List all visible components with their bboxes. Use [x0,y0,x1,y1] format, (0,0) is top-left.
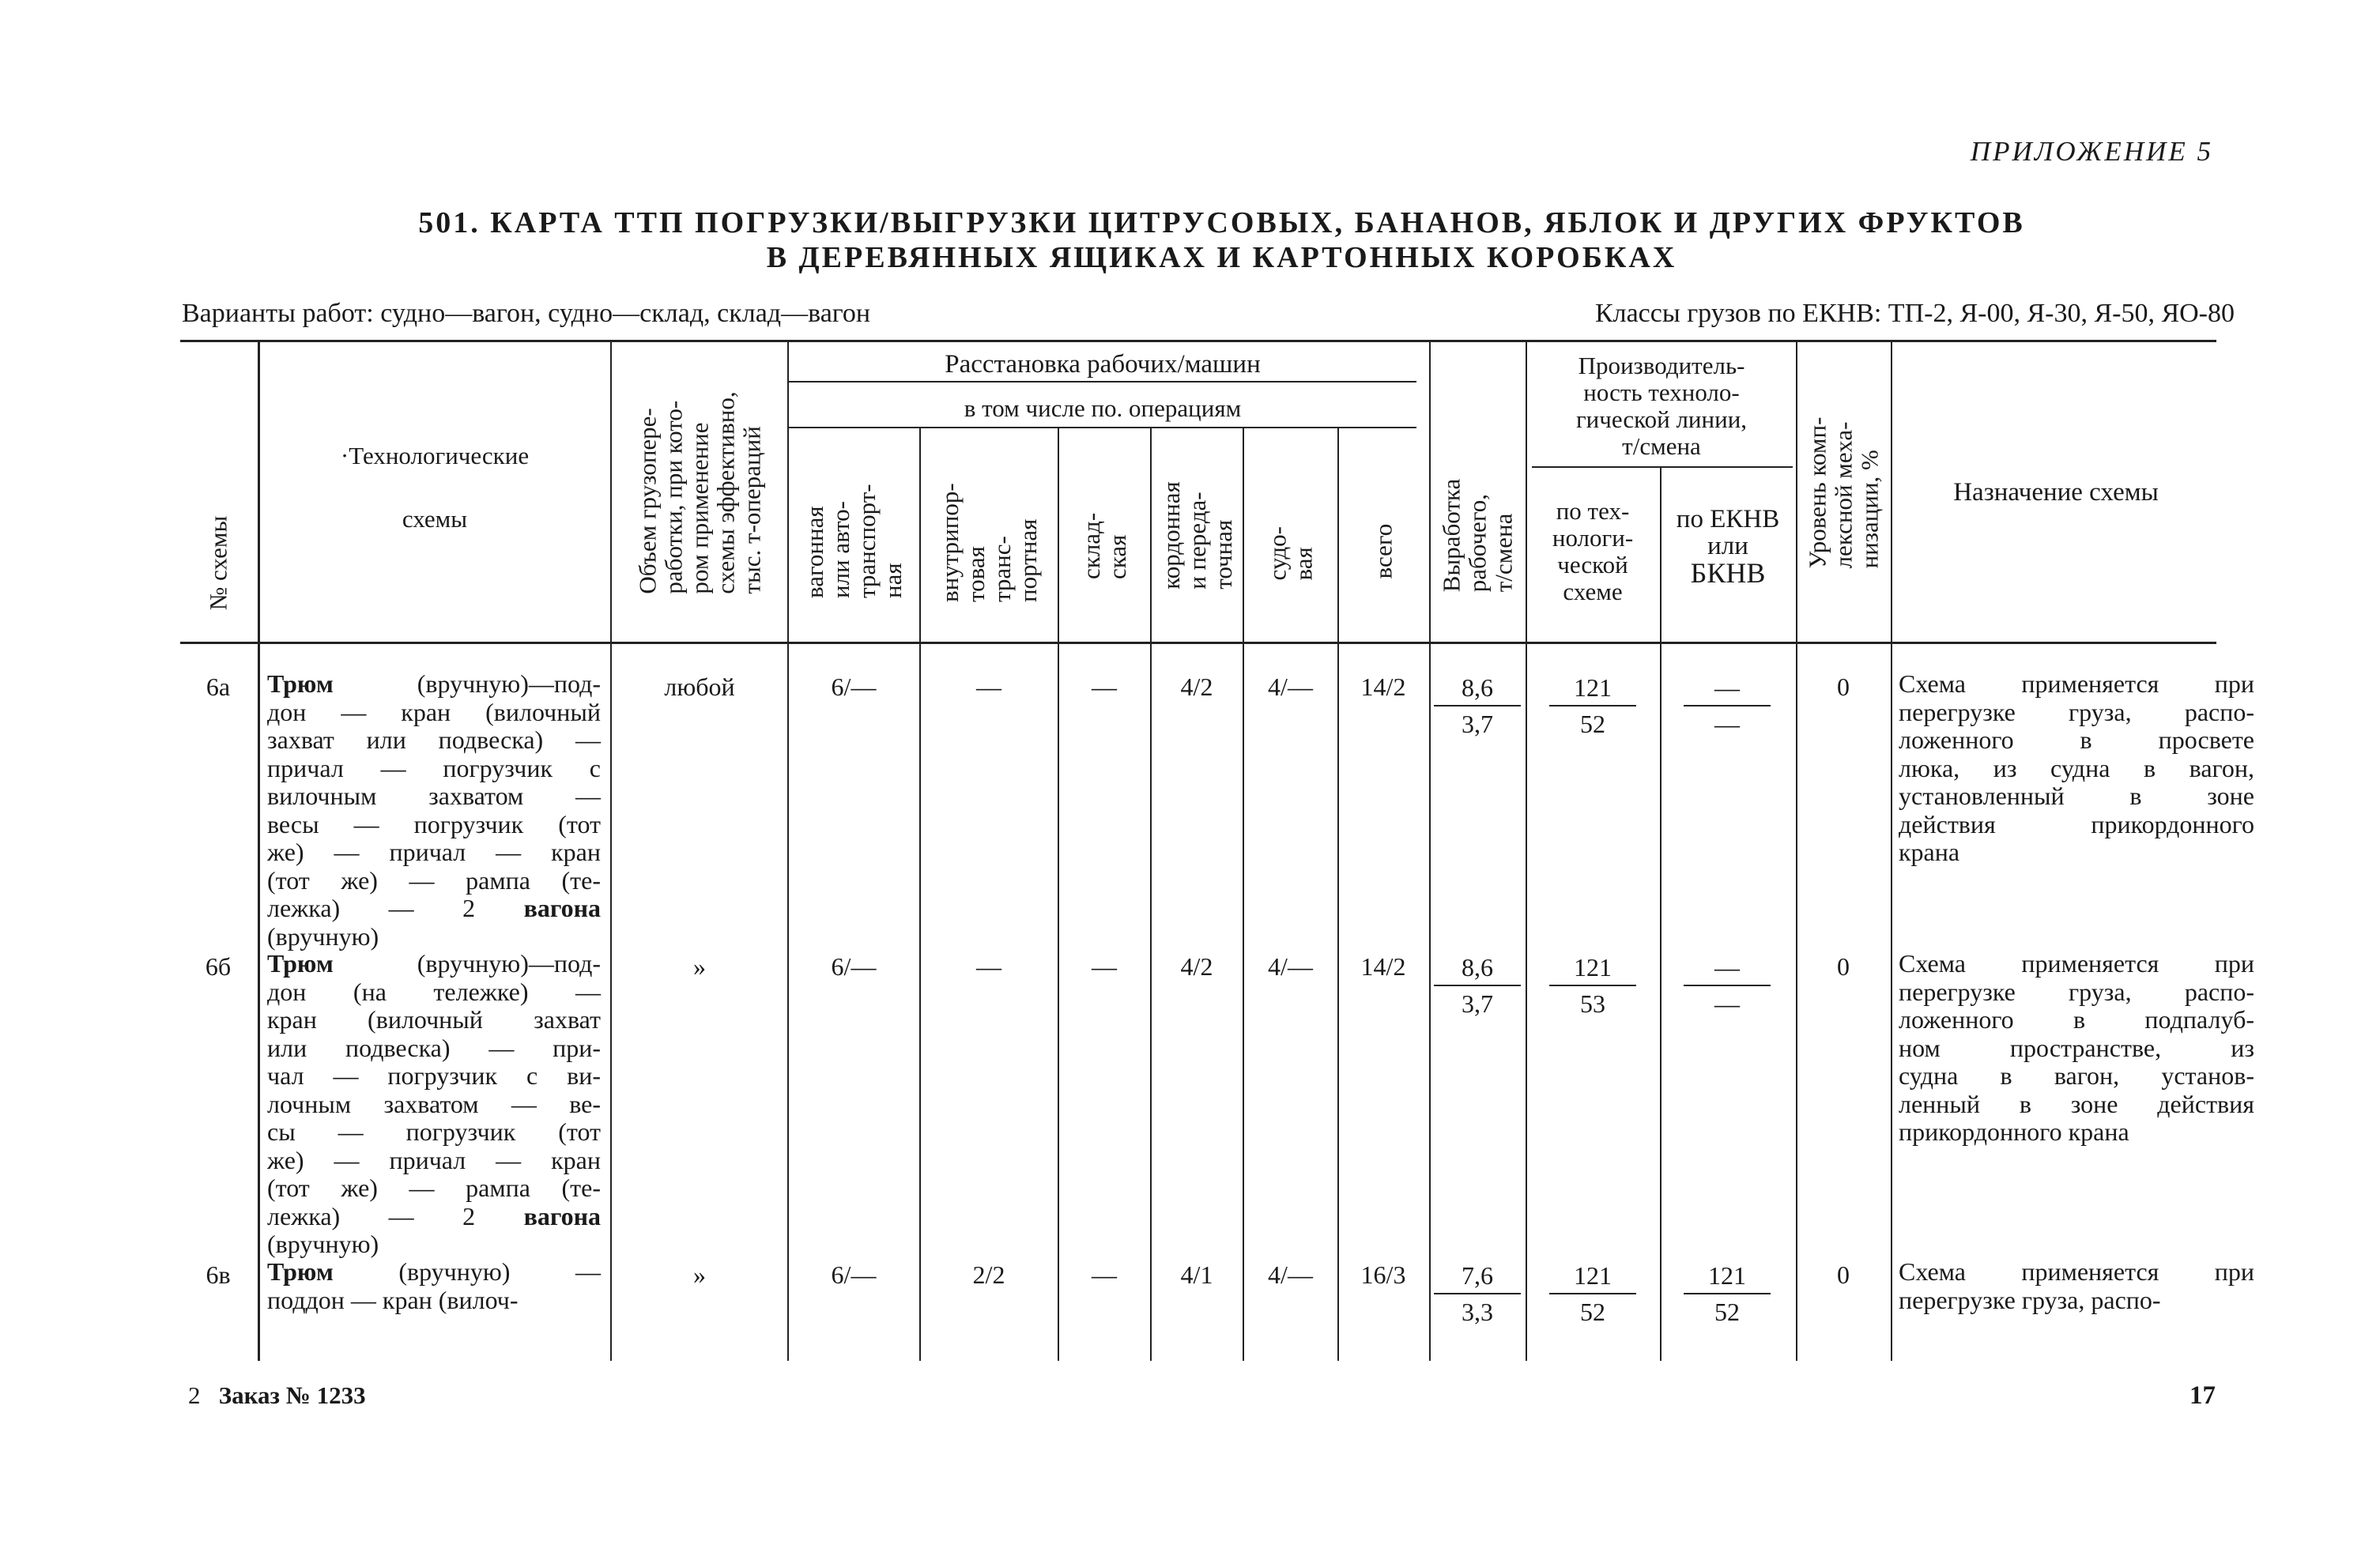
warehouse-value: — [1092,673,1117,701]
output-fraction: $\frac{8,6}{3,7}$ [1434,951,1521,1019]
col-header-total: всего [1369,523,1397,578]
col-header-tech-line2: схемы [402,505,468,533]
eknv-productivity-fraction: — — [1684,672,1771,740]
internal-value: — [976,952,1001,981]
mechanization-value: 0 [1837,952,1850,981]
wagon-value: 6/— [831,673,877,701]
scheme-text: Трюм (вручную) — поддон — кран (вилоч- [267,1257,601,1314]
eknv-productivity-fraction: $\frac{121}{52}$ [1684,1260,1771,1328]
col-divider [919,428,921,1361]
work-variants: Варианты работ: судно—вагон, судно—склад, склад—вагон [182,299,871,328]
col-header-tech-line1: ·Технологические [340,442,530,469]
col-divider [1429,341,1431,1361]
eknv-productivity-fraction: — — [1684,951,1771,1019]
footer-order: 2 Заказ № 1233 [188,1381,366,1409]
col-divider [1337,428,1339,1361]
col-header-output: Выработка рабочего, т/смена [1437,478,1518,592]
purpose-text: Схема применяется при перегрузке груза, распо- ложенного в просвете люка, из судна в вагон, установленный в зоне действия прикордонного крана [1899,669,2254,866]
productivity-rule [1532,466,1793,468]
output-fraction: $\frac{8,6}{3,7}$ [1434,672,1521,740]
col-divider [1526,341,1527,1361]
col-header-ship: судо- вая [1263,526,1318,581]
total-value: 16/3 [1360,1260,1406,1289]
col-header-by-scheme: по тех- нологи- ческой схеме [1552,497,1634,605]
volume-value: любой [664,673,735,701]
page-number: 17 [2190,1381,2216,1410]
row-number: 6б [205,952,232,981]
document-title-line1: 501. КАРТА ТТП ПОГРУЗКИ/ВЫГРУЗКИ ЦИТРУСОВЫХ, БАНАНОВ, ЯБЛОК И ДРУГИХ ФРУКТОВ [418,206,2025,239]
col-divider [787,341,789,1361]
col-header-number: № схемы [204,515,232,610]
wagon-value: 6/— [831,952,877,981]
internal-value: 2/2 [972,1260,1005,1289]
purpose-text: Схема применяется при перегрузке груза, распо- ложенного в подпалуб- ном пространстве, из судна в вагон, установ- ленный в зоне действия прикордонного крана [1899,949,2254,1146]
col-divider [610,341,612,1361]
ship-value: 4/— [1268,673,1313,701]
table-top-rule [180,340,2216,342]
col-header-mechanization: Уровень комп- лексной меха- низации, % [1803,416,1884,568]
col-header-placement: Расстановка рабочих/машин [945,350,1261,379]
warehouse-value: — [1092,1260,1117,1289]
col-header-placement-sub: в том числе по. операциям [964,394,1242,422]
col-header-purpose: Назначение схемы [1953,478,2159,507]
cordon-value: 4/2 [1180,952,1213,981]
internal-value: — [976,673,1001,701]
ship-value: 4/— [1268,952,1313,981]
purpose-text: Схема применяется при перегрузке груза, распо- [1899,1257,2254,1314]
total-value: 14/2 [1360,673,1406,701]
mechanization-value: 0 [1837,1260,1850,1289]
cargo-classes: Классы грузов по ЕКНВ: ТП-2, Я-00, Я-30, Я-50, ЯО-80 [1594,299,2235,328]
col-header-internal: внутрипор- товая транс- портная [936,483,1042,602]
appendix-label: ПРИЛОЖЕНИЕ 5 [1970,136,2213,167]
col-divider [1058,428,1059,1361]
col-header-wagon: вагонная или авто- транспорт- ная [801,484,907,598]
col-header-volume: Объем грузопере- работки, при кото- ром применение схемы эффективно, тыс. т-операций [633,390,766,594]
scheme-productivity-fraction: $\frac{121}{52}$ [1549,1260,1636,1328]
warehouse-value: — [1092,952,1117,981]
col-header-cordon: кордонная и переда- точная [1156,480,1237,590]
col-divider [1243,428,1244,1361]
cordon-value: 4/2 [1180,673,1213,701]
header-bottom-rule [180,642,2216,644]
cordon-value: 4/1 [1180,1260,1213,1289]
scheme-text: Трюм (вручную)—под- дон (на тележке) — кран (вилочный захват или подвеска) — при- чал — погрузчик с ви- лочным захватом — ве- сы — погрузчик (тот же) — причал — кран (тот же) — рампа (те- лежка) — 2 вагона (вручную) [267,949,602,1258]
wagon-value: 6/— [831,1260,877,1289]
volume-value: » [693,1260,706,1289]
placement-rule [789,381,1416,382]
output-fraction: $\frac{7,6}{3,3}$ [1434,1260,1521,1328]
col-divider [1150,428,1152,1361]
col-divider [1660,468,1661,1361]
ship-value: 4/— [1268,1260,1313,1289]
mechanization-value: 0 [1837,673,1850,701]
volume-value: » [693,952,706,981]
col-header-by-eknv: по ЕКНВ или БКНВ [1676,505,1780,589]
scheme-productivity-fraction: $\frac{121}{52}$ [1549,672,1636,740]
col-divider [258,341,260,1361]
scheme-productivity-fraction: $\frac{121}{53}$ [1549,951,1636,1019]
document-title-line2: В ДЕРЕВЯННЫХ ЯЩИКАХ И КАРТОННЫХ КОРОБКАХ [766,241,1677,274]
scheme-text: Трюм (вручную)—под- дон — кран (вилочный захват или подвеска) — причал — погрузчик с вилочным захватом — весы — погрузчик (тот же) — причал — кран (тот же) — рампа (те- лежка) — 2 вагона (вручную) [267,669,602,951]
col-header-productivity: Производитель- ность техноло- гической линии, т/смена [1575,352,1748,460]
total-value: 14/2 [1360,952,1406,981]
placement-sub-rule [789,427,1416,428]
col-divider [1891,341,1892,1361]
row-number: 6а [206,673,231,701]
col-header-warehouse: склад- ская [1077,512,1131,579]
row-number: 6в [206,1260,231,1289]
